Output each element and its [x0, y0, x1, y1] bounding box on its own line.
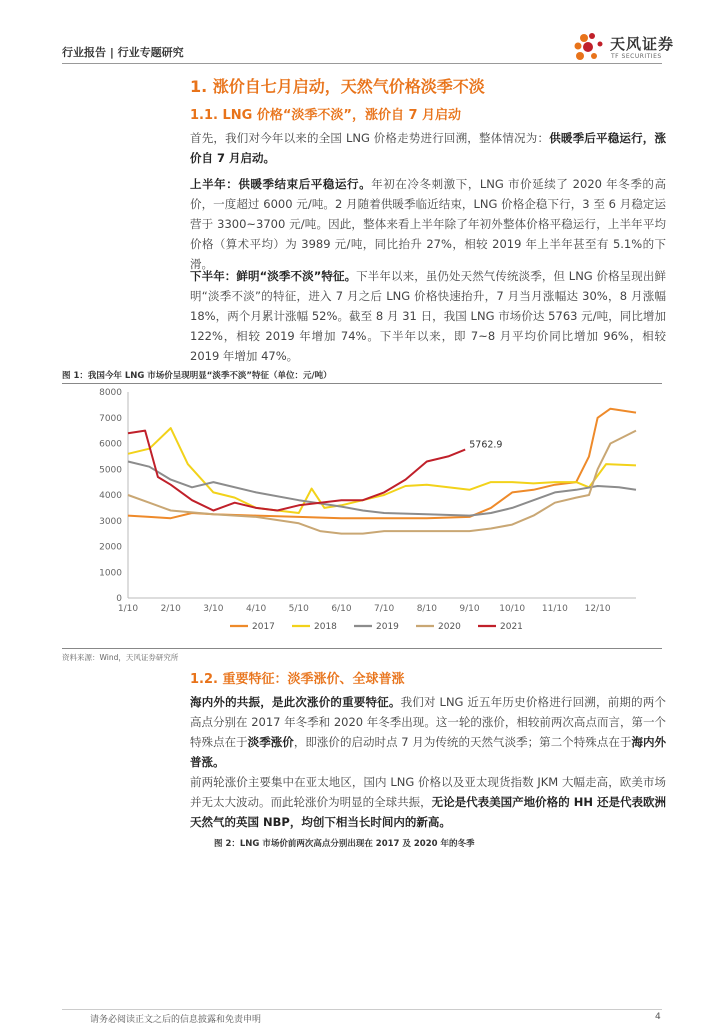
legend-label-2017: 2017 [252, 622, 275, 632]
paragraph-resonance [190, 692, 666, 772]
first-half-heading: 上半年：供暖季结束后平稳运行。 [190, 177, 372, 191]
paragraph-intro [190, 128, 666, 168]
page-number: 4 [655, 1012, 661, 1022]
y-tick-label: 1000 [99, 568, 122, 579]
series-line-2019 [128, 462, 636, 516]
y-tick-label: 5000 [99, 465, 122, 476]
x-tick-label: 3/10 [203, 604, 224, 614]
intro-highlight: 供暖季后平稳运行，涨价自 7 月启动。 [190, 131, 666, 165]
x-tick-label: 5/10 [288, 604, 309, 614]
x-tick-label: 9/10 [459, 604, 480, 614]
company-name-en: TF SECURITIES [611, 53, 662, 60]
legend-label-2021: 2021 [500, 622, 523, 632]
y-tick-label: 6000 [99, 439, 122, 450]
y-tick-label: 0 [116, 594, 122, 604]
logo-mark-icon [570, 30, 608, 66]
global-highlight: 无论是代表美国产地价格的 HH 还是代表欧洲天然气的英国 NBP，均创下相当长时间内的新高。 [190, 795, 666, 829]
x-tick-label: 11/10 [541, 604, 568, 614]
y-tick-label: 4000 [99, 491, 122, 501]
y-tick-label: 7000 [99, 413, 122, 424]
x-tick-label: 2/10 [160, 604, 181, 614]
first-half-text: 年初在冷冬刺激下，LNG 市价延续了 2020 年冬季的高价，一度超过 6000 元/吨。2 月随着供暖季临近结束，LNG 价格企稳下行，3 至 6 月稳定运营于 3300~3700 元/吨。因此，整体来看上半年除了年初外整体价格平稳运行，上半年平均价格（算术平均）为 3989 元/吨，同比抬升 27%，相较 2019 年上半年甚至有 5.1%的下滑。 [190, 177, 666, 271]
disclaimer-text: 请务必阅读正文之后的信息披露和免责申明 [90, 1015, 262, 1025]
y-tick-label: 3000 [99, 516, 122, 527]
subsection-title: 1.1. LNG 价格“淡季不淡”，涨价自 7 月启动 [190, 108, 462, 123]
y-tick-label: 8000 [99, 388, 122, 398]
resonance-text-2: ，即涨价的启动时点 7 月为传统的天然气淡季；第二个特殊点在于 [293, 735, 632, 749]
x-tick-label: 8/10 [416, 604, 437, 614]
figure1-source: 资料来源：Wind，天风证券研究所 [62, 653, 179, 662]
x-tick-label: 7/10 [374, 604, 395, 614]
y-tick-label: 2000 [99, 542, 122, 553]
figure1-top-rule [62, 383, 662, 384]
legend-label-2019: 2019 [376, 622, 399, 632]
paragraph-second-half [190, 266, 666, 366]
resonance-heading: 海内外的共振，是此次涨价的重要特征。 [190, 695, 401, 709]
footer-divider [62, 1009, 662, 1010]
resonance-text-1: 我们对 LNG 近五年历史价格进行回溯，前期的两个高点分别在 2017 年冬季和 2020 年冬季出现。这一轮的涨价，相较前两次高点而言，第一个特殊点在于 [190, 695, 667, 749]
x-tick-label: 4/10 [245, 604, 267, 614]
second-half-heading: 下半年：鲜明“淡季不淡”特征。 [190, 269, 357, 283]
subsection-title-2: 1.2. 重要特征：淡季涨价、全球普涨 [190, 672, 405, 687]
x-tick-label: 1/10 [117, 604, 139, 614]
figure2-caption: 图 2：LNG 市场价前两次高点分别出现在 2017 及 2020 年的冬季 [214, 839, 475, 849]
x-tick-label: 6/10 [331, 604, 352, 614]
last-value-label: 5762.9 [469, 439, 503, 451]
paragraph-first-half [190, 174, 666, 274]
resonance-highlight-2: 海内外普涨。 [190, 735, 667, 769]
report-category: 行业报告 | 行业专题研究 [62, 46, 184, 59]
resonance-highlight-1: 淡季涨价 [247, 735, 294, 749]
x-tick-label: 12/10 [584, 604, 611, 614]
paragraph-global [190, 772, 666, 832]
lng-price-chart [62, 386, 662, 642]
intro-text: 首先，我们对今年以来的全国 LNG 价格走势进行回溯，整体情况为： [190, 131, 550, 145]
figure1-bottom-rule [62, 648, 662, 649]
legend-label-2020: 2020 [438, 622, 461, 632]
legend-label-2018: 2018 [314, 622, 337, 632]
section-title: 1. 涨价自七月启动，天然气价格淡季不淡 [190, 77, 485, 96]
second-half-text: 下半年以来，虽仍处天然气传统淡季，但 LNG 价格呈现出鲜明“淡季不淡”的特征，进入 7 月之后 LNG 价格快速抬升，7 月当月涨幅达 30%，8 月涨幅 18%，两个月累计涨幅 52%。截至 8 月 31 日，我国 LNG 市场价达 5763 元/吨，同比增加 122%，相较 2019 年增加 74%。下半年以来，即 7~8 月平均价同比增加 96%，相较 2019 年增加 47%。 [190, 269, 666, 363]
figure1-caption: 图 1：我国今年 LNG 市场价呈现明显“淡季不淡”特征（单位：元/吨） [62, 371, 332, 381]
series-line-2018 [128, 428, 636, 513]
company-name: 天风证券 [610, 35, 675, 53]
global-text: 前两轮涨价主要集中在亚太地区，国内 LNG 价格以及亚太现货指数 JKM 大幅走高，欧美市场并无太大波动。而此轮涨价为明显的全球共振， [190, 775, 666, 809]
x-tick-label: 10/10 [499, 604, 526, 614]
